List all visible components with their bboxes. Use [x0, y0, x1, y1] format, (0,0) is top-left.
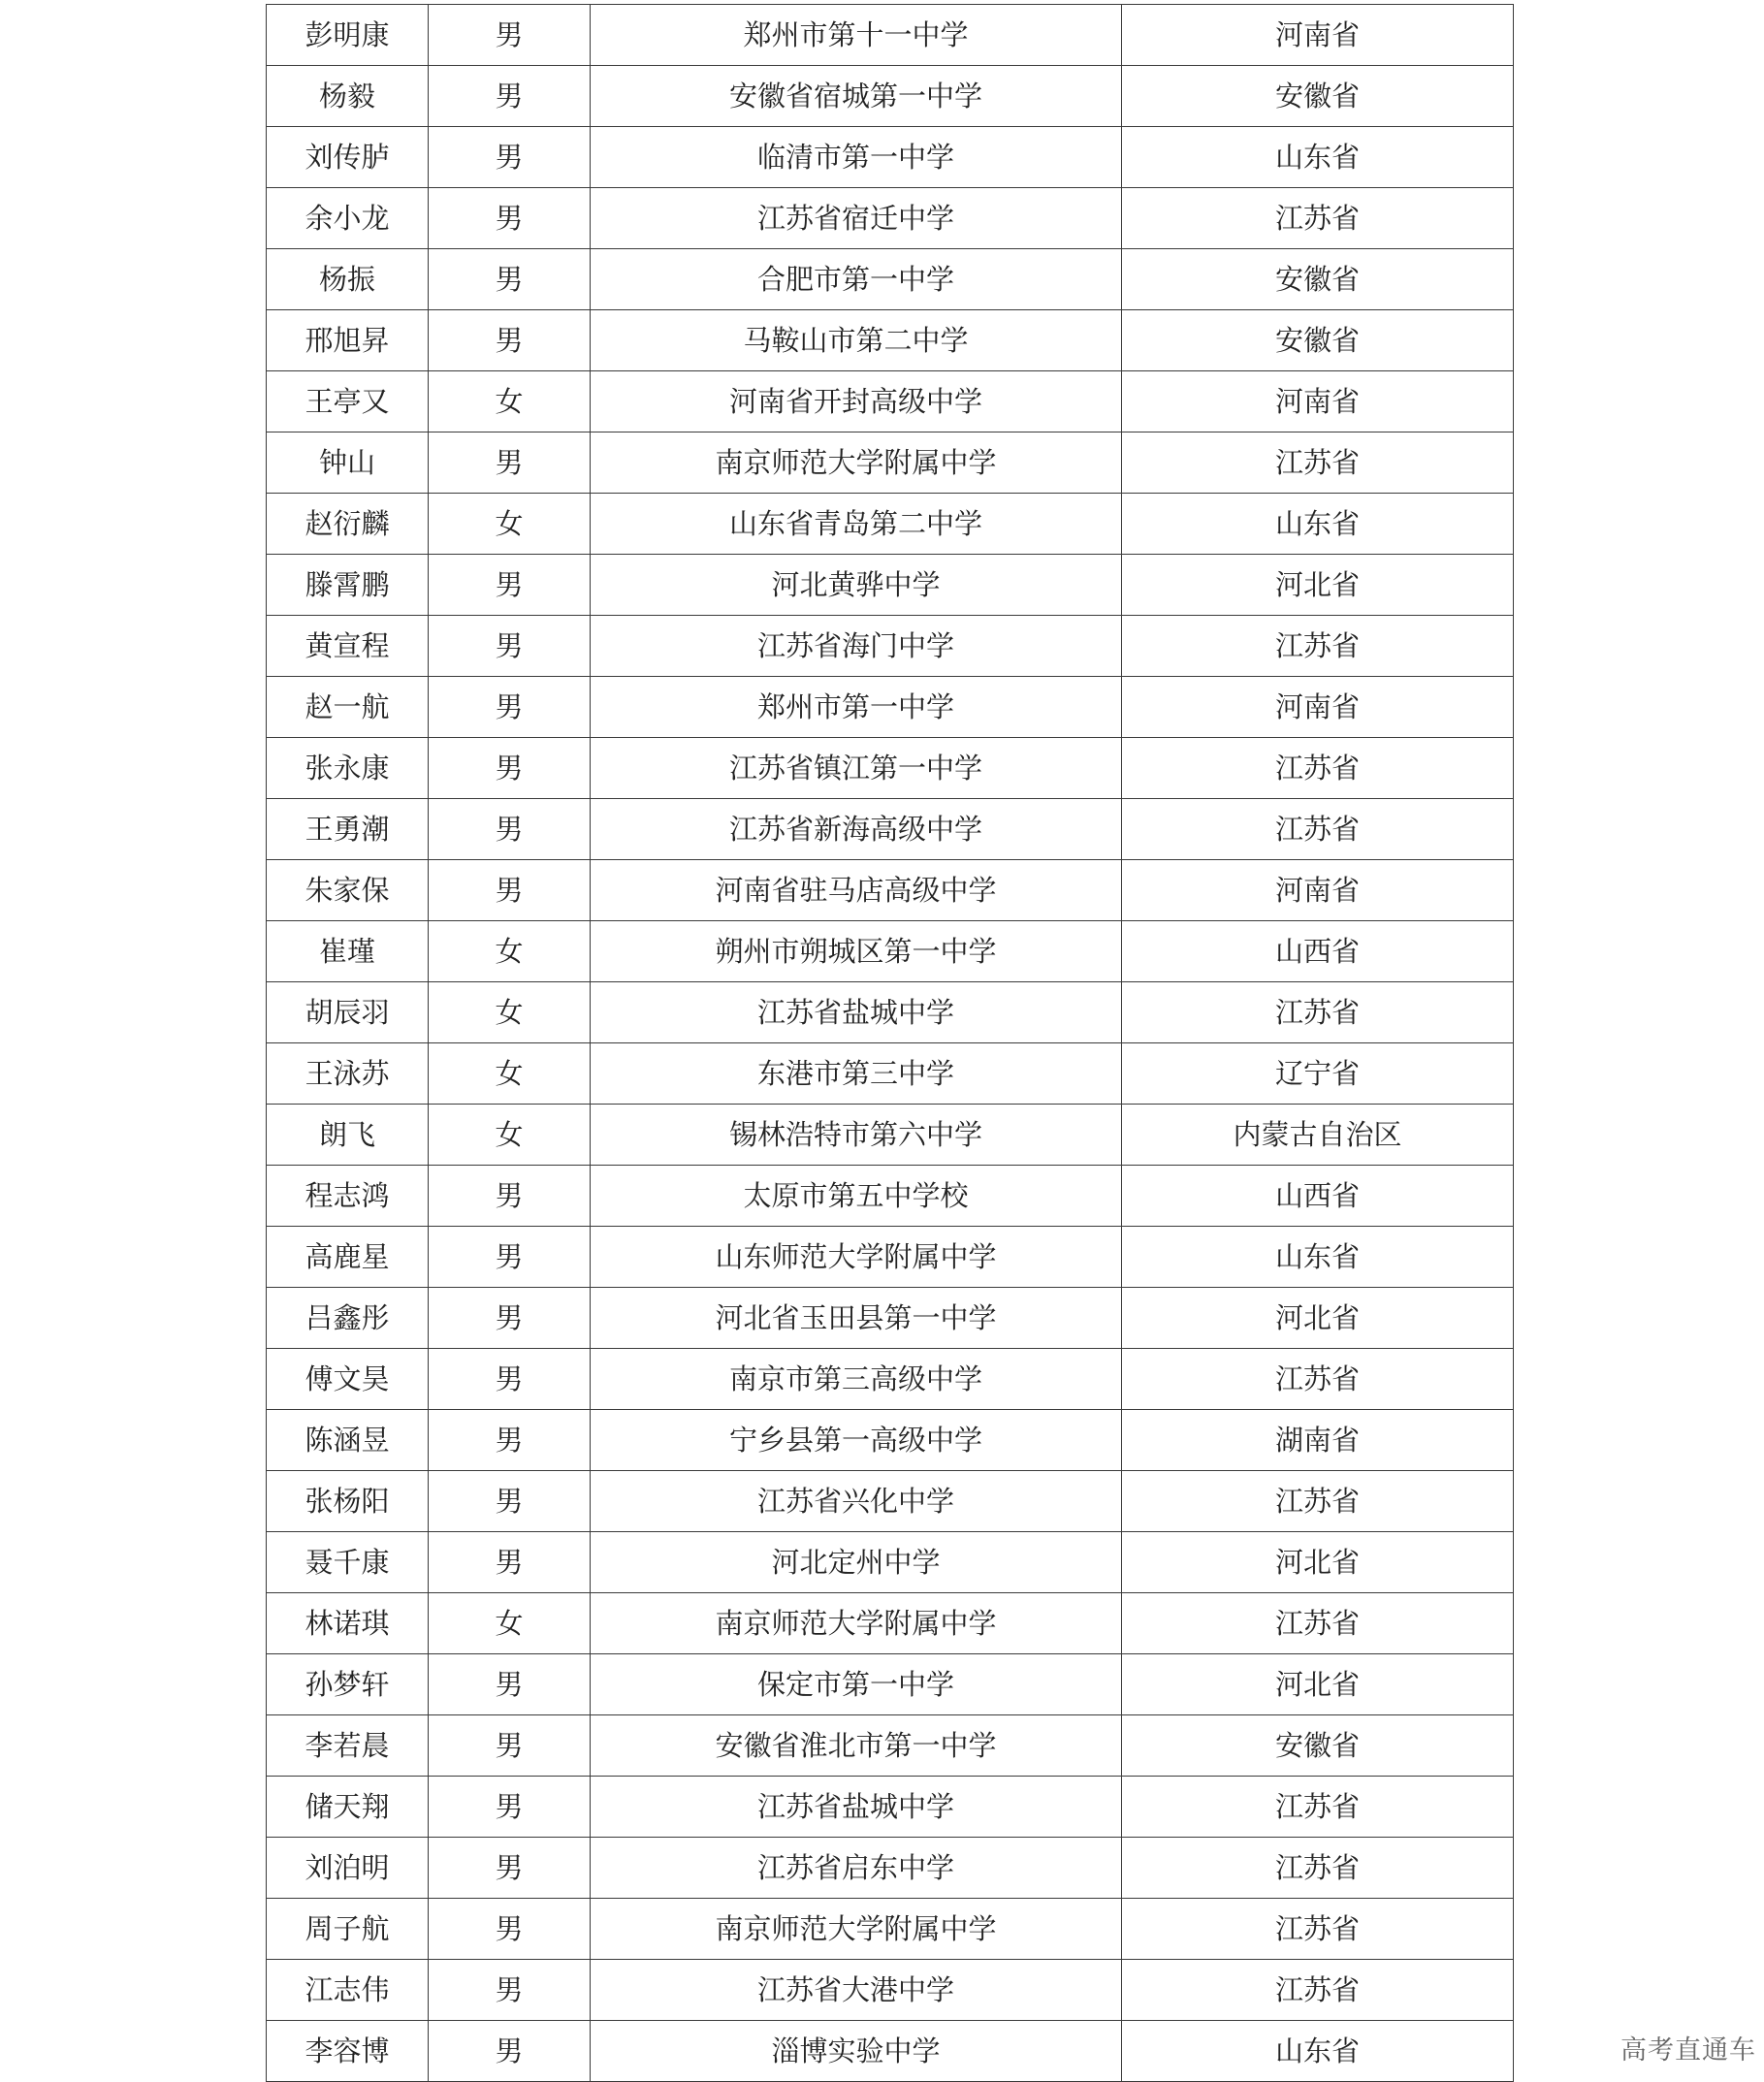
gender-cell: 男	[429, 5, 591, 66]
gender-cell: 女	[429, 1593, 591, 1654]
province-cell: 江苏省	[1122, 799, 1514, 860]
gender-cell: 男	[429, 799, 591, 860]
gender-cell: 男	[429, 432, 591, 494]
table-row	[267, 1838, 1514, 1899]
table-row	[267, 1227, 1514, 1288]
student-name-cell: 赵衍麟	[267, 494, 429, 555]
school-cell: 江苏省大港中学	[591, 1960, 1122, 2021]
province-cell: 河南省	[1122, 5, 1514, 66]
table-row	[267, 1777, 1514, 1838]
province-cell: 江苏省	[1122, 1593, 1514, 1654]
student-name-cell: 张杨阳	[267, 1471, 429, 1532]
gender-cell: 女	[429, 494, 591, 555]
table-row	[267, 921, 1514, 982]
province-cell: 安徽省	[1122, 66, 1514, 127]
student-name-cell: 孙梦轩	[267, 1654, 429, 1715]
student-name-cell: 吕鑫彤	[267, 1288, 429, 1349]
table-row	[267, 1349, 1514, 1410]
gender-cell: 男	[429, 1166, 591, 1227]
province-cell: 山东省	[1122, 1227, 1514, 1288]
province-cell: 江苏省	[1122, 738, 1514, 799]
province-cell: 山东省	[1122, 127, 1514, 188]
gender-cell: 男	[429, 1899, 591, 1960]
province-cell: 山东省	[1122, 2021, 1514, 2082]
table-row	[267, 5, 1514, 66]
student-name-cell: 张永康	[267, 738, 429, 799]
school-cell: 保定市第一中学	[591, 1654, 1122, 1715]
student-name-cell: 朱家保	[267, 860, 429, 921]
school-cell: 江苏省盐城中学	[591, 1777, 1122, 1838]
school-cell: 太原市第五中学校	[591, 1166, 1122, 1227]
province-cell: 江苏省	[1122, 1471, 1514, 1532]
student-name-cell: 李若晨	[267, 1715, 429, 1777]
student-name-cell: 程志鸿	[267, 1166, 429, 1227]
gender-cell: 男	[429, 127, 591, 188]
gender-cell: 女	[429, 1043, 591, 1105]
school-cell: 江苏省宿迁中学	[591, 188, 1122, 249]
table-row	[267, 432, 1514, 494]
student-name-cell: 储天翔	[267, 1777, 429, 1838]
table-row	[267, 1654, 1514, 1715]
school-cell: 合肥市第一中学	[591, 249, 1122, 310]
table-row	[267, 1288, 1514, 1349]
table-row	[267, 188, 1514, 249]
student-name-cell: 黄宣程	[267, 616, 429, 677]
province-cell: 江苏省	[1122, 1777, 1514, 1838]
gender-cell: 男	[429, 1471, 591, 1532]
province-cell: 山西省	[1122, 921, 1514, 982]
school-cell: 郑州市第一中学	[591, 677, 1122, 738]
school-cell: 河北定州中学	[591, 1532, 1122, 1593]
province-cell: 河南省	[1122, 860, 1514, 921]
school-cell: 南京市第三高级中学	[591, 1349, 1122, 1410]
table-row	[267, 1960, 1514, 2021]
province-cell: 河北省	[1122, 1532, 1514, 1593]
gender-cell: 男	[429, 310, 591, 371]
gender-cell: 男	[429, 1288, 591, 1349]
gender-cell: 男	[429, 188, 591, 249]
province-cell: 河北省	[1122, 1288, 1514, 1349]
roster-table-container	[266, 4, 1513, 2082]
province-cell: 安徽省	[1122, 249, 1514, 310]
table-row	[267, 1593, 1514, 1654]
table-row	[267, 1166, 1514, 1227]
school-cell: 南京师范大学附属中学	[591, 1899, 1122, 1960]
watermark-text: 高考直通车	[1620, 2035, 1756, 2066]
table-row	[267, 249, 1514, 310]
gender-cell: 男	[429, 616, 591, 677]
gender-cell: 男	[429, 1349, 591, 1410]
gender-cell: 女	[429, 371, 591, 432]
table-row	[267, 1043, 1514, 1105]
gender-cell: 男	[429, 1715, 591, 1777]
student-name-cell: 邢旭昇	[267, 310, 429, 371]
province-cell: 江苏省	[1122, 982, 1514, 1043]
gender-cell: 女	[429, 982, 591, 1043]
gender-cell: 男	[429, 677, 591, 738]
gender-cell: 女	[429, 1105, 591, 1166]
table-row	[267, 1410, 1514, 1471]
student-name-cell: 聂千康	[267, 1532, 429, 1593]
school-cell: 江苏省盐城中学	[591, 982, 1122, 1043]
table-row	[267, 616, 1514, 677]
table-row	[267, 982, 1514, 1043]
gender-cell: 男	[429, 1960, 591, 2021]
table-row	[267, 494, 1514, 555]
student-name-cell: 林诺琪	[267, 1593, 429, 1654]
school-cell: 山东师范大学附属中学	[591, 1227, 1122, 1288]
gender-cell: 男	[429, 1410, 591, 1471]
table-row	[267, 1899, 1514, 1960]
school-cell: 安徽省宿城第一中学	[591, 66, 1122, 127]
school-cell: 江苏省启东中学	[591, 1838, 1122, 1899]
school-cell: 山东省青岛第二中学	[591, 494, 1122, 555]
province-cell: 江苏省	[1122, 188, 1514, 249]
school-cell: 锡林浩特市第六中学	[591, 1105, 1122, 1166]
student-name-cell: 李容博	[267, 2021, 429, 2082]
gender-cell: 男	[429, 1838, 591, 1899]
gender-cell: 男	[429, 2021, 591, 2082]
school-cell: 东港市第三中学	[591, 1043, 1122, 1105]
province-cell: 河南省	[1122, 371, 1514, 432]
province-cell: 江苏省	[1122, 1899, 1514, 1960]
gender-cell: 男	[429, 66, 591, 127]
school-cell: 河北省玉田县第一中学	[591, 1288, 1122, 1349]
school-cell: 江苏省海门中学	[591, 616, 1122, 677]
province-cell: 辽宁省	[1122, 1043, 1514, 1105]
school-cell: 宁乡县第一高级中学	[591, 1410, 1122, 1471]
table-row	[267, 1532, 1514, 1593]
school-cell: 河南省驻马店高级中学	[591, 860, 1122, 921]
table-row	[267, 127, 1514, 188]
gender-cell: 男	[429, 738, 591, 799]
roster-table	[266, 4, 1514, 2082]
student-name-cell: 陈涵昱	[267, 1410, 429, 1471]
gender-cell: 男	[429, 249, 591, 310]
school-cell: 江苏省新海高级中学	[591, 799, 1122, 860]
gender-cell: 男	[429, 555, 591, 616]
province-cell: 江苏省	[1122, 432, 1514, 494]
school-cell: 江苏省镇江第一中学	[591, 738, 1122, 799]
student-name-cell: 杨毅	[267, 66, 429, 127]
province-cell: 山东省	[1122, 494, 1514, 555]
student-name-cell: 赵一航	[267, 677, 429, 738]
table-row	[267, 799, 1514, 860]
province-cell: 江苏省	[1122, 1960, 1514, 2021]
province-cell: 河北省	[1122, 1654, 1514, 1715]
gender-cell: 男	[429, 1532, 591, 1593]
student-name-cell: 钟山	[267, 432, 429, 494]
student-name-cell: 刘泊明	[267, 1838, 429, 1899]
gender-cell: 男	[429, 1654, 591, 1715]
table-row	[267, 677, 1514, 738]
student-name-cell: 江志伟	[267, 1960, 429, 2021]
student-name-cell: 傅文昊	[267, 1349, 429, 1410]
table-row	[267, 860, 1514, 921]
province-cell: 江苏省	[1122, 616, 1514, 677]
student-name-cell: 胡辰羽	[267, 982, 429, 1043]
student-name-cell: 高鹿星	[267, 1227, 429, 1288]
table-row	[267, 738, 1514, 799]
gender-cell: 女	[429, 921, 591, 982]
student-name-cell: 朗飞	[267, 1105, 429, 1166]
province-cell: 湖南省	[1122, 1410, 1514, 1471]
gender-cell: 男	[429, 1777, 591, 1838]
province-cell: 内蒙古自治区	[1122, 1105, 1514, 1166]
school-cell: 江苏省兴化中学	[591, 1471, 1122, 1532]
table-row	[267, 1715, 1514, 1777]
province-cell: 山西省	[1122, 1166, 1514, 1227]
student-name-cell: 王泳苏	[267, 1043, 429, 1105]
table-row	[267, 1471, 1514, 1532]
student-name-cell: 王亭又	[267, 371, 429, 432]
school-cell: 临清市第一中学	[591, 127, 1122, 188]
school-cell: 马鞍山市第二中学	[591, 310, 1122, 371]
table-row	[267, 310, 1514, 371]
school-cell: 南京师范大学附属中学	[591, 432, 1122, 494]
table-row	[267, 1105, 1514, 1166]
student-name-cell: 周子航	[267, 1899, 429, 1960]
table-row	[267, 2021, 1514, 2082]
province-cell: 河北省	[1122, 555, 1514, 616]
gender-cell: 男	[429, 860, 591, 921]
school-cell: 南京师范大学附属中学	[591, 1593, 1122, 1654]
province-cell: 河南省	[1122, 677, 1514, 738]
school-cell: 安徽省淮北市第一中学	[591, 1715, 1122, 1777]
student-name-cell: 杨振	[267, 249, 429, 310]
province-cell: 江苏省	[1122, 1838, 1514, 1899]
student-name-cell: 刘传胪	[267, 127, 429, 188]
roster-table-body	[267, 5, 1514, 2082]
province-cell: 安徽省	[1122, 310, 1514, 371]
province-cell: 江苏省	[1122, 1349, 1514, 1410]
school-cell: 河南省开封高级中学	[591, 371, 1122, 432]
student-name-cell: 王勇潮	[267, 799, 429, 860]
table-row	[267, 371, 1514, 432]
student-name-cell: 余小龙	[267, 188, 429, 249]
school-cell: 河北黄骅中学	[591, 555, 1122, 616]
school-cell: 淄博实验中学	[591, 2021, 1122, 2082]
table-row	[267, 555, 1514, 616]
school-cell: 郑州市第十一中学	[591, 5, 1122, 66]
table-row	[267, 66, 1514, 127]
student-name-cell: 滕霄鹏	[267, 555, 429, 616]
student-name-cell: 崔瑾	[267, 921, 429, 982]
student-name-cell: 彭明康	[267, 5, 429, 66]
province-cell: 安徽省	[1122, 1715, 1514, 1777]
school-cell: 朔州市朔城区第一中学	[591, 921, 1122, 982]
gender-cell: 男	[429, 1227, 591, 1288]
